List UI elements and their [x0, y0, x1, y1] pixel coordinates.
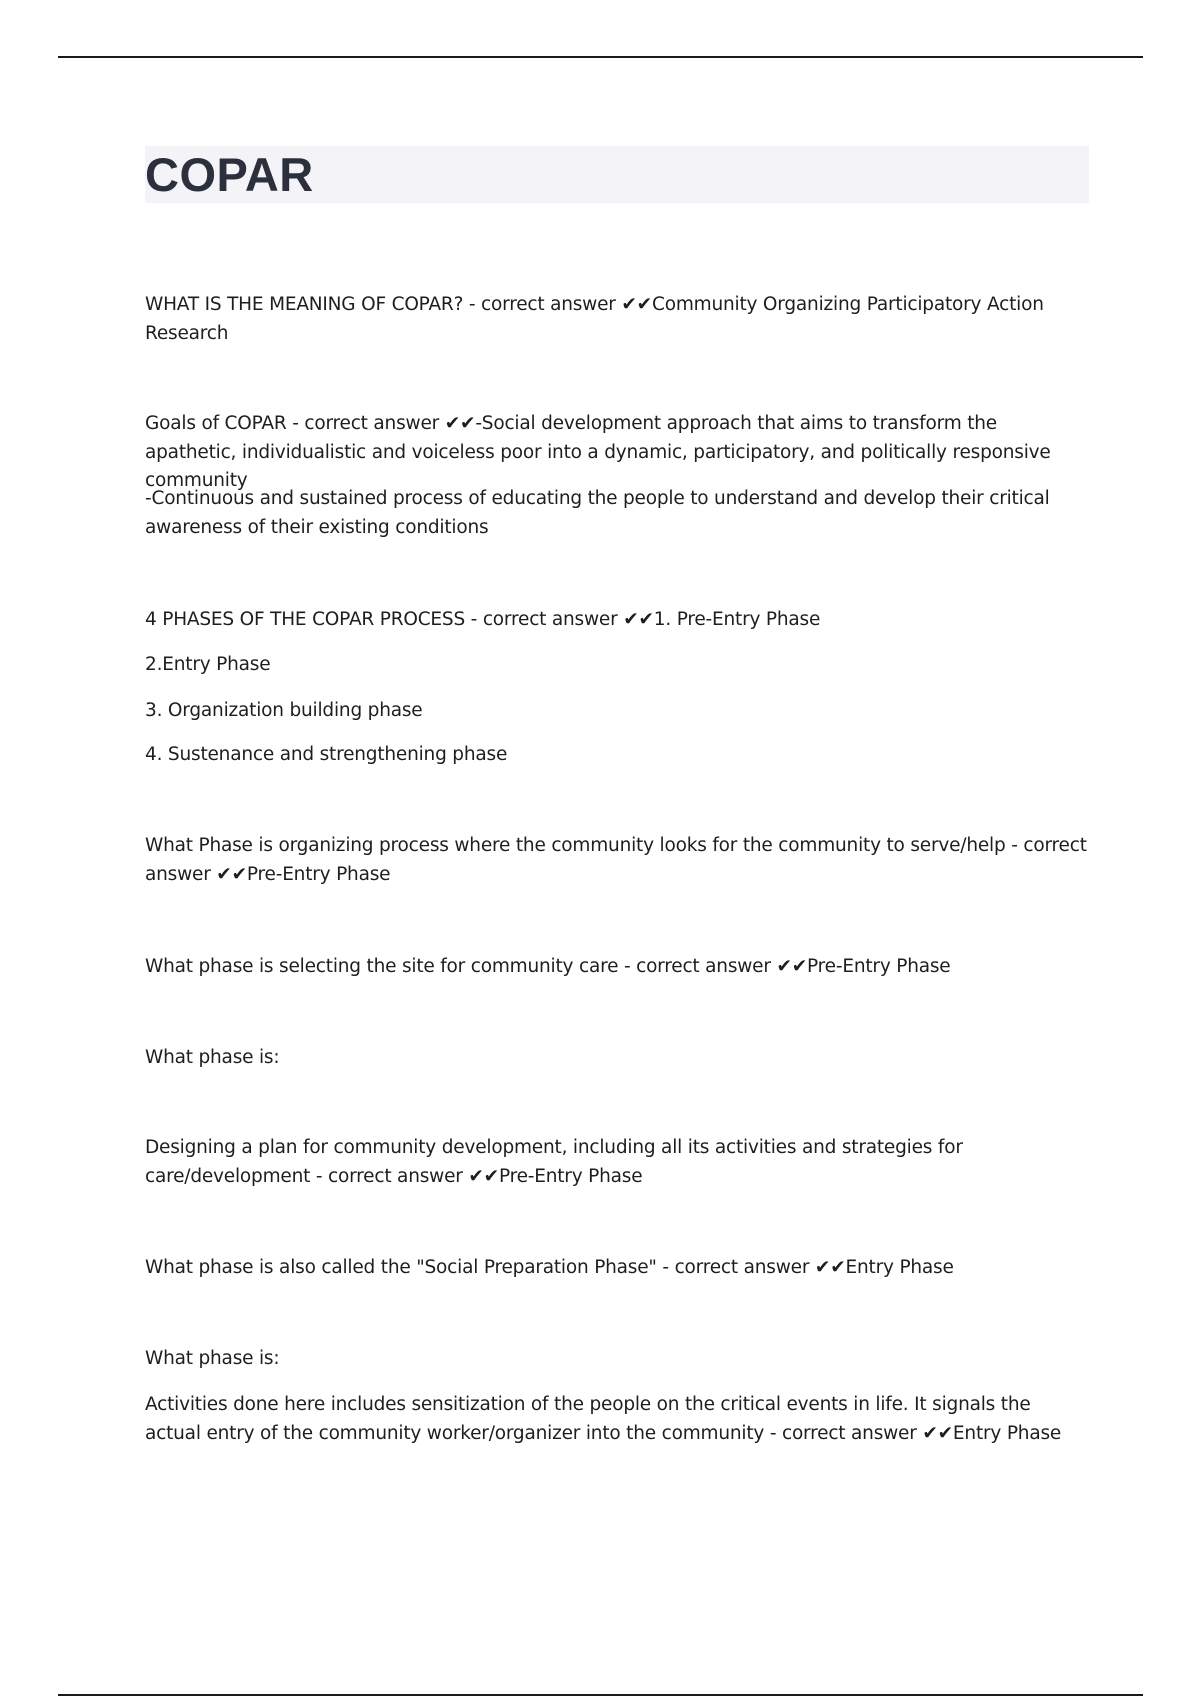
paragraph-what-phase-is-2: What phase is:: [145, 1348, 280, 1369]
paragraph-meaning-of-copar: WHAT IS THE MEANING OF COPAR? - correct answer ✔✔Community Organizing Participatory Action Research: [145, 294, 1044, 344]
paragraph-what-phase-is-1: What phase is:: [145, 1047, 280, 1068]
header-rule: [58, 56, 1143, 58]
paragraph-goals-of-copar: Goals of COPAR - correct answer ✔✔-Social development approach that aims to transform the apathetic, individualistic and voiceless poor into a dynamic, participatory, and politically responsive community: [145, 413, 1051, 491]
list-item-sustenance: 4. Sustenance and strengthening phase: [145, 744, 508, 765]
document-title: COPAR: [145, 148, 314, 201]
paragraph-social-preparation: What phase is also called the "Social Preparation Phase" - correct answer ✔✔Entry Phase: [145, 1257, 954, 1278]
list-item-organization-building: 3. Organization building phase: [145, 700, 423, 721]
paragraph-goals-continued: -Continuous and sustained process of educating the people to understand and develop their critical awareness of their existing conditions: [145, 488, 1050, 538]
footer-rule: [58, 1694, 1143, 1696]
paragraph-designing-plan: Designing a plan for community development, including all its activities and strategies for care/development - correct answer ✔✔Pre-Entry Phase: [145, 1137, 963, 1187]
list-item-entry-phase: 2.Entry Phase: [145, 654, 271, 675]
paragraph-four-phases: 4 PHASES OF THE COPAR PROCESS - correct answer ✔✔1. Pre-Entry Phase: [145, 609, 821, 630]
paragraph-organizing-process: What Phase is organizing process where the community looks for the community to serve/help - correct answer ✔✔Pre-Entry Phase: [145, 835, 1087, 885]
paragraph-selecting-site: What phase is selecting the site for community care - correct answer ✔✔Pre-Entry Phase: [145, 956, 951, 977]
paragraph-activities-entry: Activities done here includes sensitization of the people on the critical events in life. It signals the actual entry of the community worker/organizer into the community - correct answer ✔✔Entry Phase: [145, 1394, 1062, 1444]
title-banner: [145, 146, 1089, 203]
